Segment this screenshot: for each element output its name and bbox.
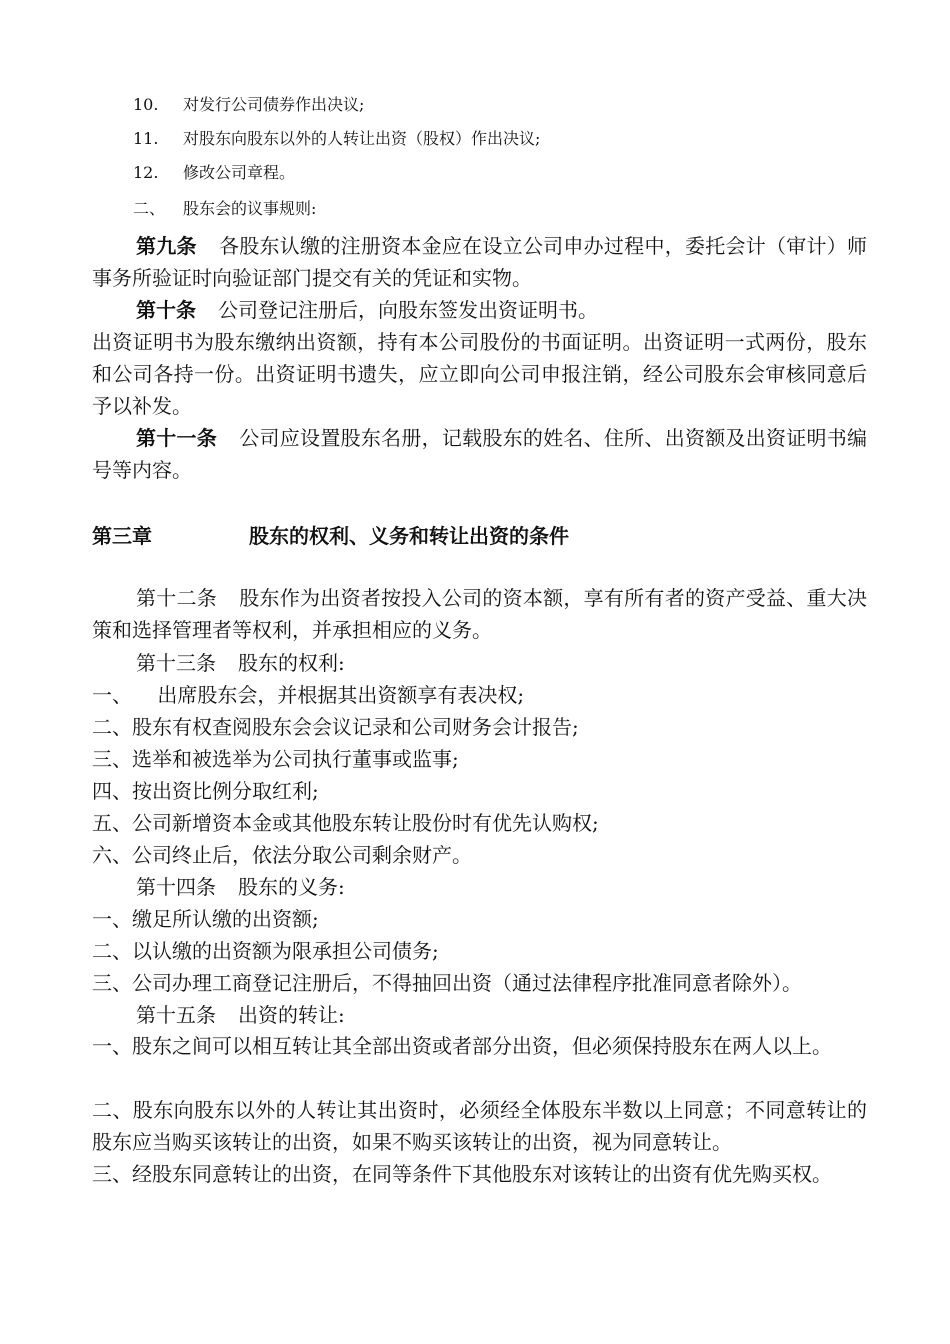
- list-item: 一、股东之间可以相互转让其全部出资或者部分出资，但必须保持股东在两人以上。: [92, 1034, 832, 1058]
- list-item-text: 修改公司章程。: [183, 163, 296, 182]
- list-item-number: 二、: [133, 199, 166, 218]
- article-body: 股东的权利:: [238, 651, 345, 675]
- article-heading: 第十三条: [136, 651, 216, 675]
- article-heading: 第十条: [136, 298, 196, 322]
- article-body: 股东的义务:: [238, 875, 345, 899]
- chapter-label: 第三章: [92, 524, 152, 548]
- list-item-text: 对发行公司债券作出决议;: [183, 95, 365, 114]
- article-heading: 第十一条: [136, 426, 218, 450]
- article-10: [92, 294, 867, 326]
- list-item-number: 11.: [133, 129, 159, 148]
- list-item: 四、按出资比例分取红利;: [92, 779, 319, 803]
- list-item-text: 对股东向股东以外的人转让出资（股权）作出决议;: [183, 129, 541, 148]
- article-body: 各股东认缴的注册资本金应在设立公司申办过程中，委托会计（审计）师事务所验证时向验证部门提交有关的凭证和实物。: [92, 234, 868, 290]
- list-item-number: 10.: [133, 95, 159, 114]
- article-13: [136, 649, 345, 677]
- list-item-number: 12.: [133, 163, 159, 182]
- article-heading: 第九条: [136, 234, 197, 258]
- list-item: 三、公司办理工商登记注册后，不得抽回出资（通过法律程序批准同意者除外）。: [92, 971, 802, 995]
- article-body: 公司登记注册后，向股东签发出资证明书。: [218, 298, 598, 322]
- article-11: [92, 422, 867, 486]
- list-item: 三、选举和被选举为公司执行董事或监事;: [92, 747, 459, 771]
- list-item: 五、公司新增资本金或其他股东转让股份时有优先认购权;: [92, 811, 599, 835]
- article-15: [136, 1001, 345, 1029]
- list-item: 一、缴足所认缴的出资额;: [92, 907, 319, 931]
- article-heading: 第十二条: [136, 586, 218, 610]
- article-9: [92, 230, 867, 294]
- article-heading: 第十五条: [136, 1003, 216, 1027]
- chapter-title: 股东的权利、义务和转让出资的条件: [249, 524, 569, 548]
- article-10-continuation: 出资证明书为股东缴纳出资额，持有本公司股份的书面证明。出资证明一式两份，股东和公司各持一份。出资证明书遗失，应立即向公司申报注销，经公司股东会审核同意后予以补发。: [92, 330, 867, 418]
- list-item: 二、以认缴的出资额为限承担公司债务;: [92, 939, 439, 963]
- list-item: 一、 出席股东会，并根据其出资额享有表决权;: [92, 683, 525, 707]
- article-body: 股东作为出资者按投入公司的资本额，享有所有者的资产受益、重大决策和选择管理者等权利，并承担相应的义务。: [92, 586, 868, 642]
- list-item: 三、经股东同意转让的出资，在同等条件下其他股东对该转让的出资有优先购买权。: [92, 1162, 832, 1186]
- list-item: 二、股东有权查阅股东会会议记录和公司财务会计报告;: [92, 715, 579, 739]
- article-body: 公司应设置股东名册，记载股东的姓名、住所、出资额及出资证明书编号等内容。: [92, 426, 868, 482]
- article-12: [92, 582, 867, 646]
- list-item: 六、公司终止后，依法分取公司剩余财产。: [92, 843, 472, 867]
- article-14: [136, 873, 345, 901]
- article-body: 出资的转让:: [238, 1003, 345, 1027]
- chapter-heading: [92, 522, 569, 550]
- list-item-text: 股东会的议事规则:: [183, 199, 317, 218]
- list-item: 二、股东向股东以外的人转让其出资时，必须经全体股东半数以上同意；不同意转让的股东应当购买该转让的出资，如果不购买该转让的出资，视为同意转让。: [92, 1098, 867, 1154]
- article-heading: 第十四条: [136, 875, 216, 899]
